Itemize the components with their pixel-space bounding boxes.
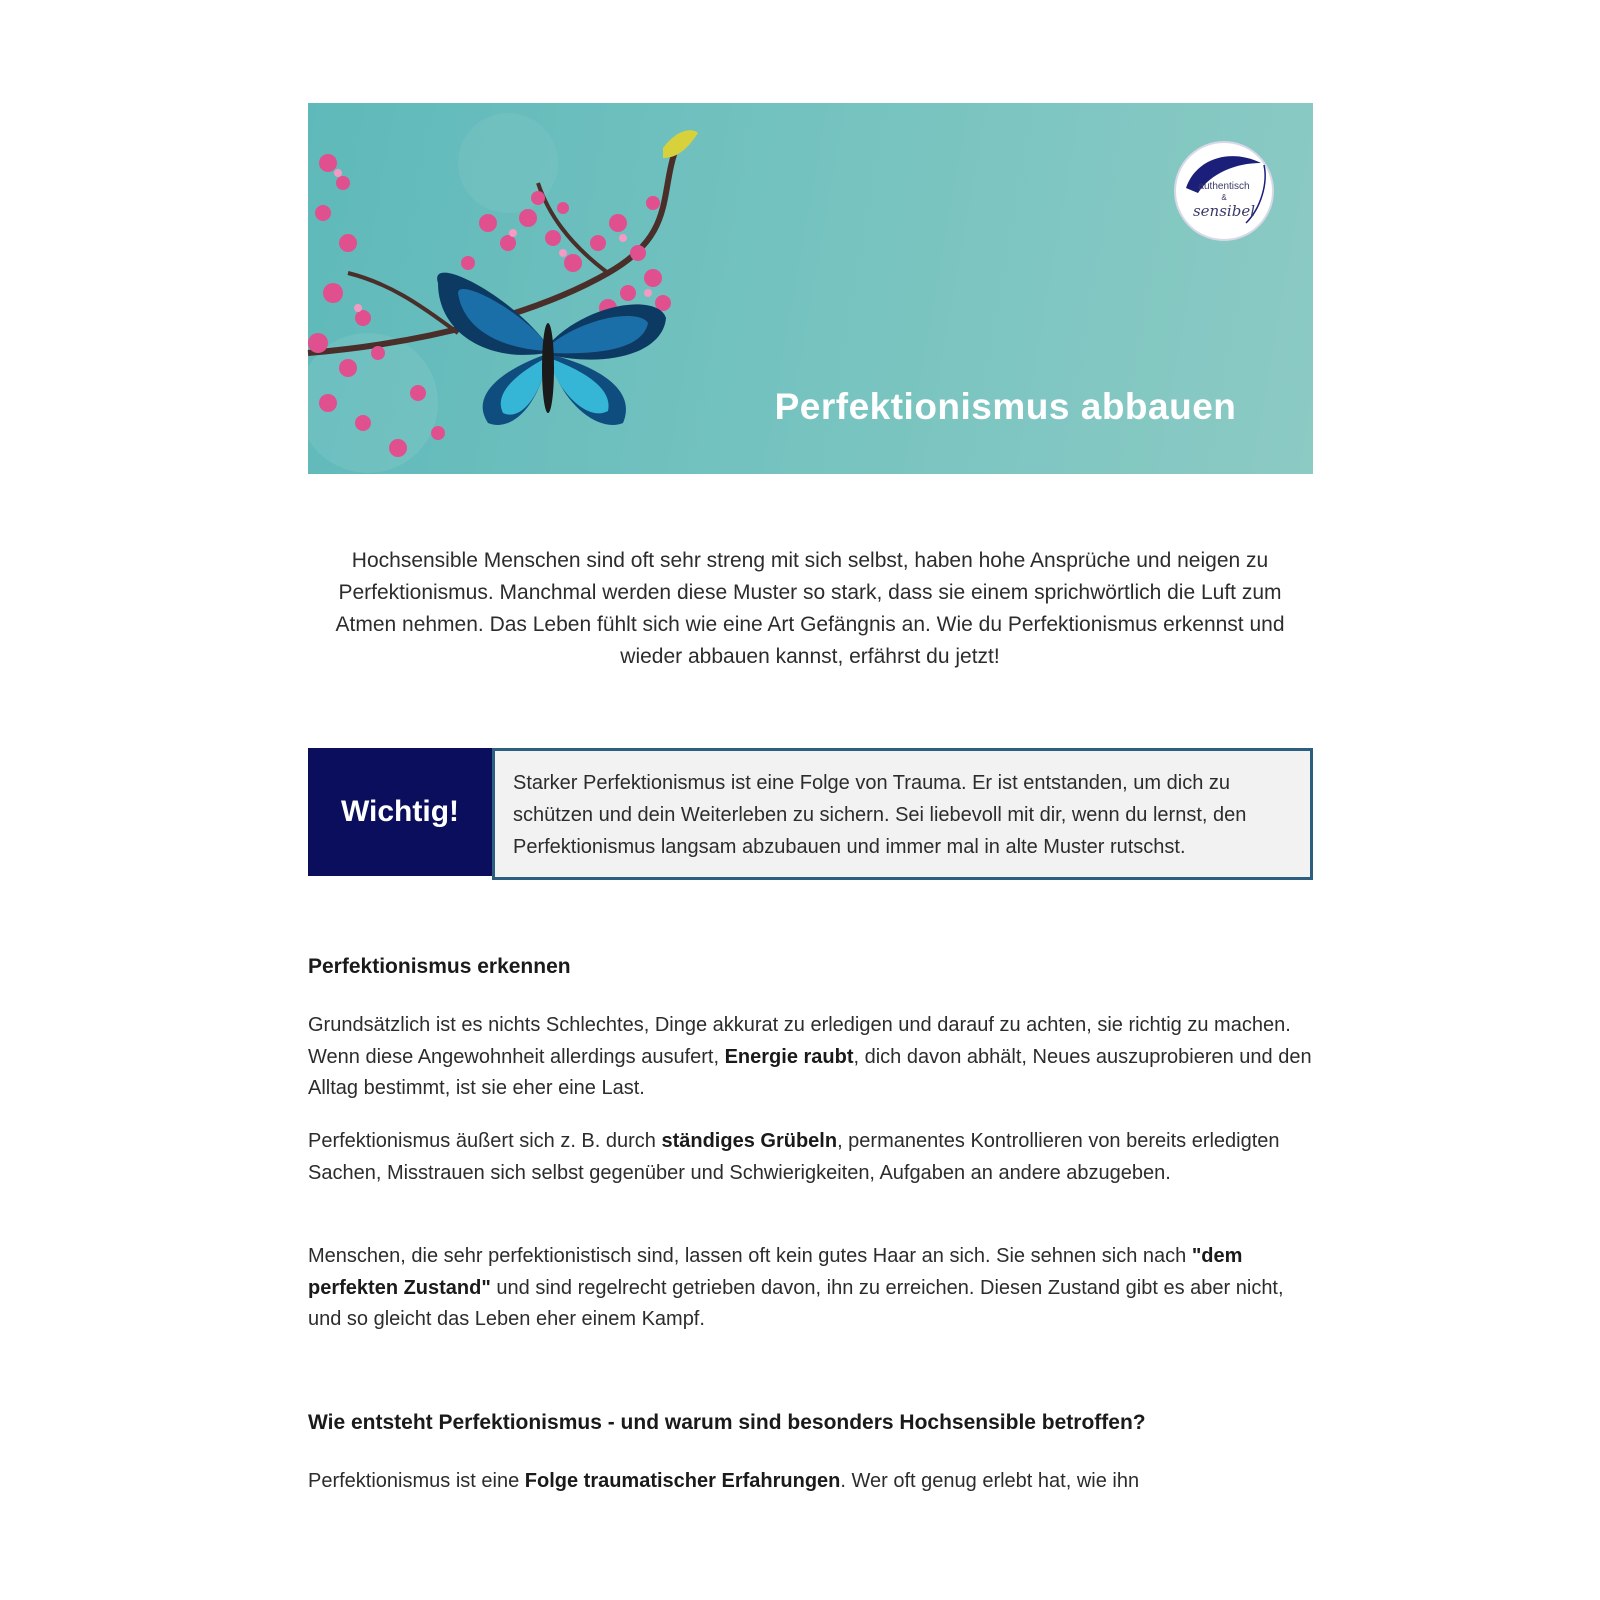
logo-ampersand: & bbox=[1221, 193, 1227, 202]
text-segment: Perfektionismus äußert sich z. B. durch bbox=[308, 1130, 662, 1152]
important-callout bbox=[308, 748, 1313, 880]
hero-banner bbox=[308, 103, 1313, 512]
hero-title: Perfektionismus abbauen bbox=[774, 386, 1237, 427]
text-segment: Menschen, die sehr perfektionistisch sind, lassen oft kein gutes Haar an sich. Sie sehnen sich nach bbox=[308, 1245, 1192, 1267]
paragraph-erkennen-1 bbox=[308, 1010, 1313, 1105]
brand-logo bbox=[1174, 141, 1274, 241]
emphasis-text: Folge traumatischer Erfahrungen bbox=[524, 1470, 841, 1492]
paragraph-erkennen-3 bbox=[308, 1241, 1313, 1336]
section-heading-erkennen: Perfektionismus erkennen bbox=[308, 955, 571, 978]
text-segment: Perfektionismus ist eine bbox=[308, 1470, 525, 1492]
hero-subtitle: So besänftigst du den inneren Kritiker! bbox=[784, 485, 1227, 512]
text-segment: , permanentes Kontrollieren von bereits erledigten Sachen, Misstrauen sich selbst gegenüber und Schwierigkeiten, Aufgaben an andere abzugeben. bbox=[308, 1130, 1280, 1184]
callout-label: Wichtig! bbox=[308, 748, 492, 876]
emphasis-text: Energie raubt bbox=[724, 1045, 854, 1068]
emphasis-text: "dem perfekten Zustand" bbox=[308, 1245, 1243, 1299]
emphasis-text: ständiges Grübeln bbox=[661, 1130, 838, 1152]
text-segment: , dich davon abhält, Neues auszuprobieren und den Alltag bestimmt, ist sie eher eine Last. bbox=[308, 1045, 1312, 1099]
logo-line-top: authentisch bbox=[1198, 181, 1250, 192]
paragraph-erkennen-2 bbox=[308, 1126, 1313, 1189]
callout-text: Starker Perfektionismus ist eine Folge von Trauma. Er ist entstanden, um dich zu schützen und dein Weiterleben zu sichern. Sei liebevoll mit dir, wenn du lernst, den Perfektionismus langsam abzubauen und immer mal in alte Muster rutschst. bbox=[492, 748, 1313, 880]
text-segment: Grundsätzlich ist es nichts Schlechtes, Dinge akkurat zu erledigen und darauf zu achten, sie richtig zu machen. Wenn diese Angewohnheit allerdings ausufert, bbox=[308, 1014, 1291, 1068]
section-heading-entstehung: Wie entsteht Perfektionismus - und warum sind besonders Hochsensible betroffen? bbox=[308, 1411, 1146, 1434]
intro-paragraph: Hochsensible Menschen sind oft sehr streng mit sich selbst, haben hohe Ansprüche und neigen zu Perfektionismus. Manchmal werden diese Muster so stark, dass sie einem sprichwörtlich die Luft zum Atmen nehmen. Das Leben fühlt sich wie eine Art Gefängnis an. Wie du Perfektionismus erkennst und wieder abbauen kannst, erfährst du jetzt! bbox=[335, 549, 1285, 668]
text-segment: . Wer oft genug erlebt hat, wie ihn bbox=[840, 1470, 1140, 1492]
paragraph-entstehung-1 bbox=[308, 1466, 1313, 1498]
logo-line-bottom: sensibel bbox=[1192, 202, 1255, 220]
text-segment: und sind regelrecht getrieben davon, ihn zu erreichen. Diesen Zustand gibt es aber nicht, und so gleicht das Leben eher einem Kampf. bbox=[308, 1276, 1284, 1330]
